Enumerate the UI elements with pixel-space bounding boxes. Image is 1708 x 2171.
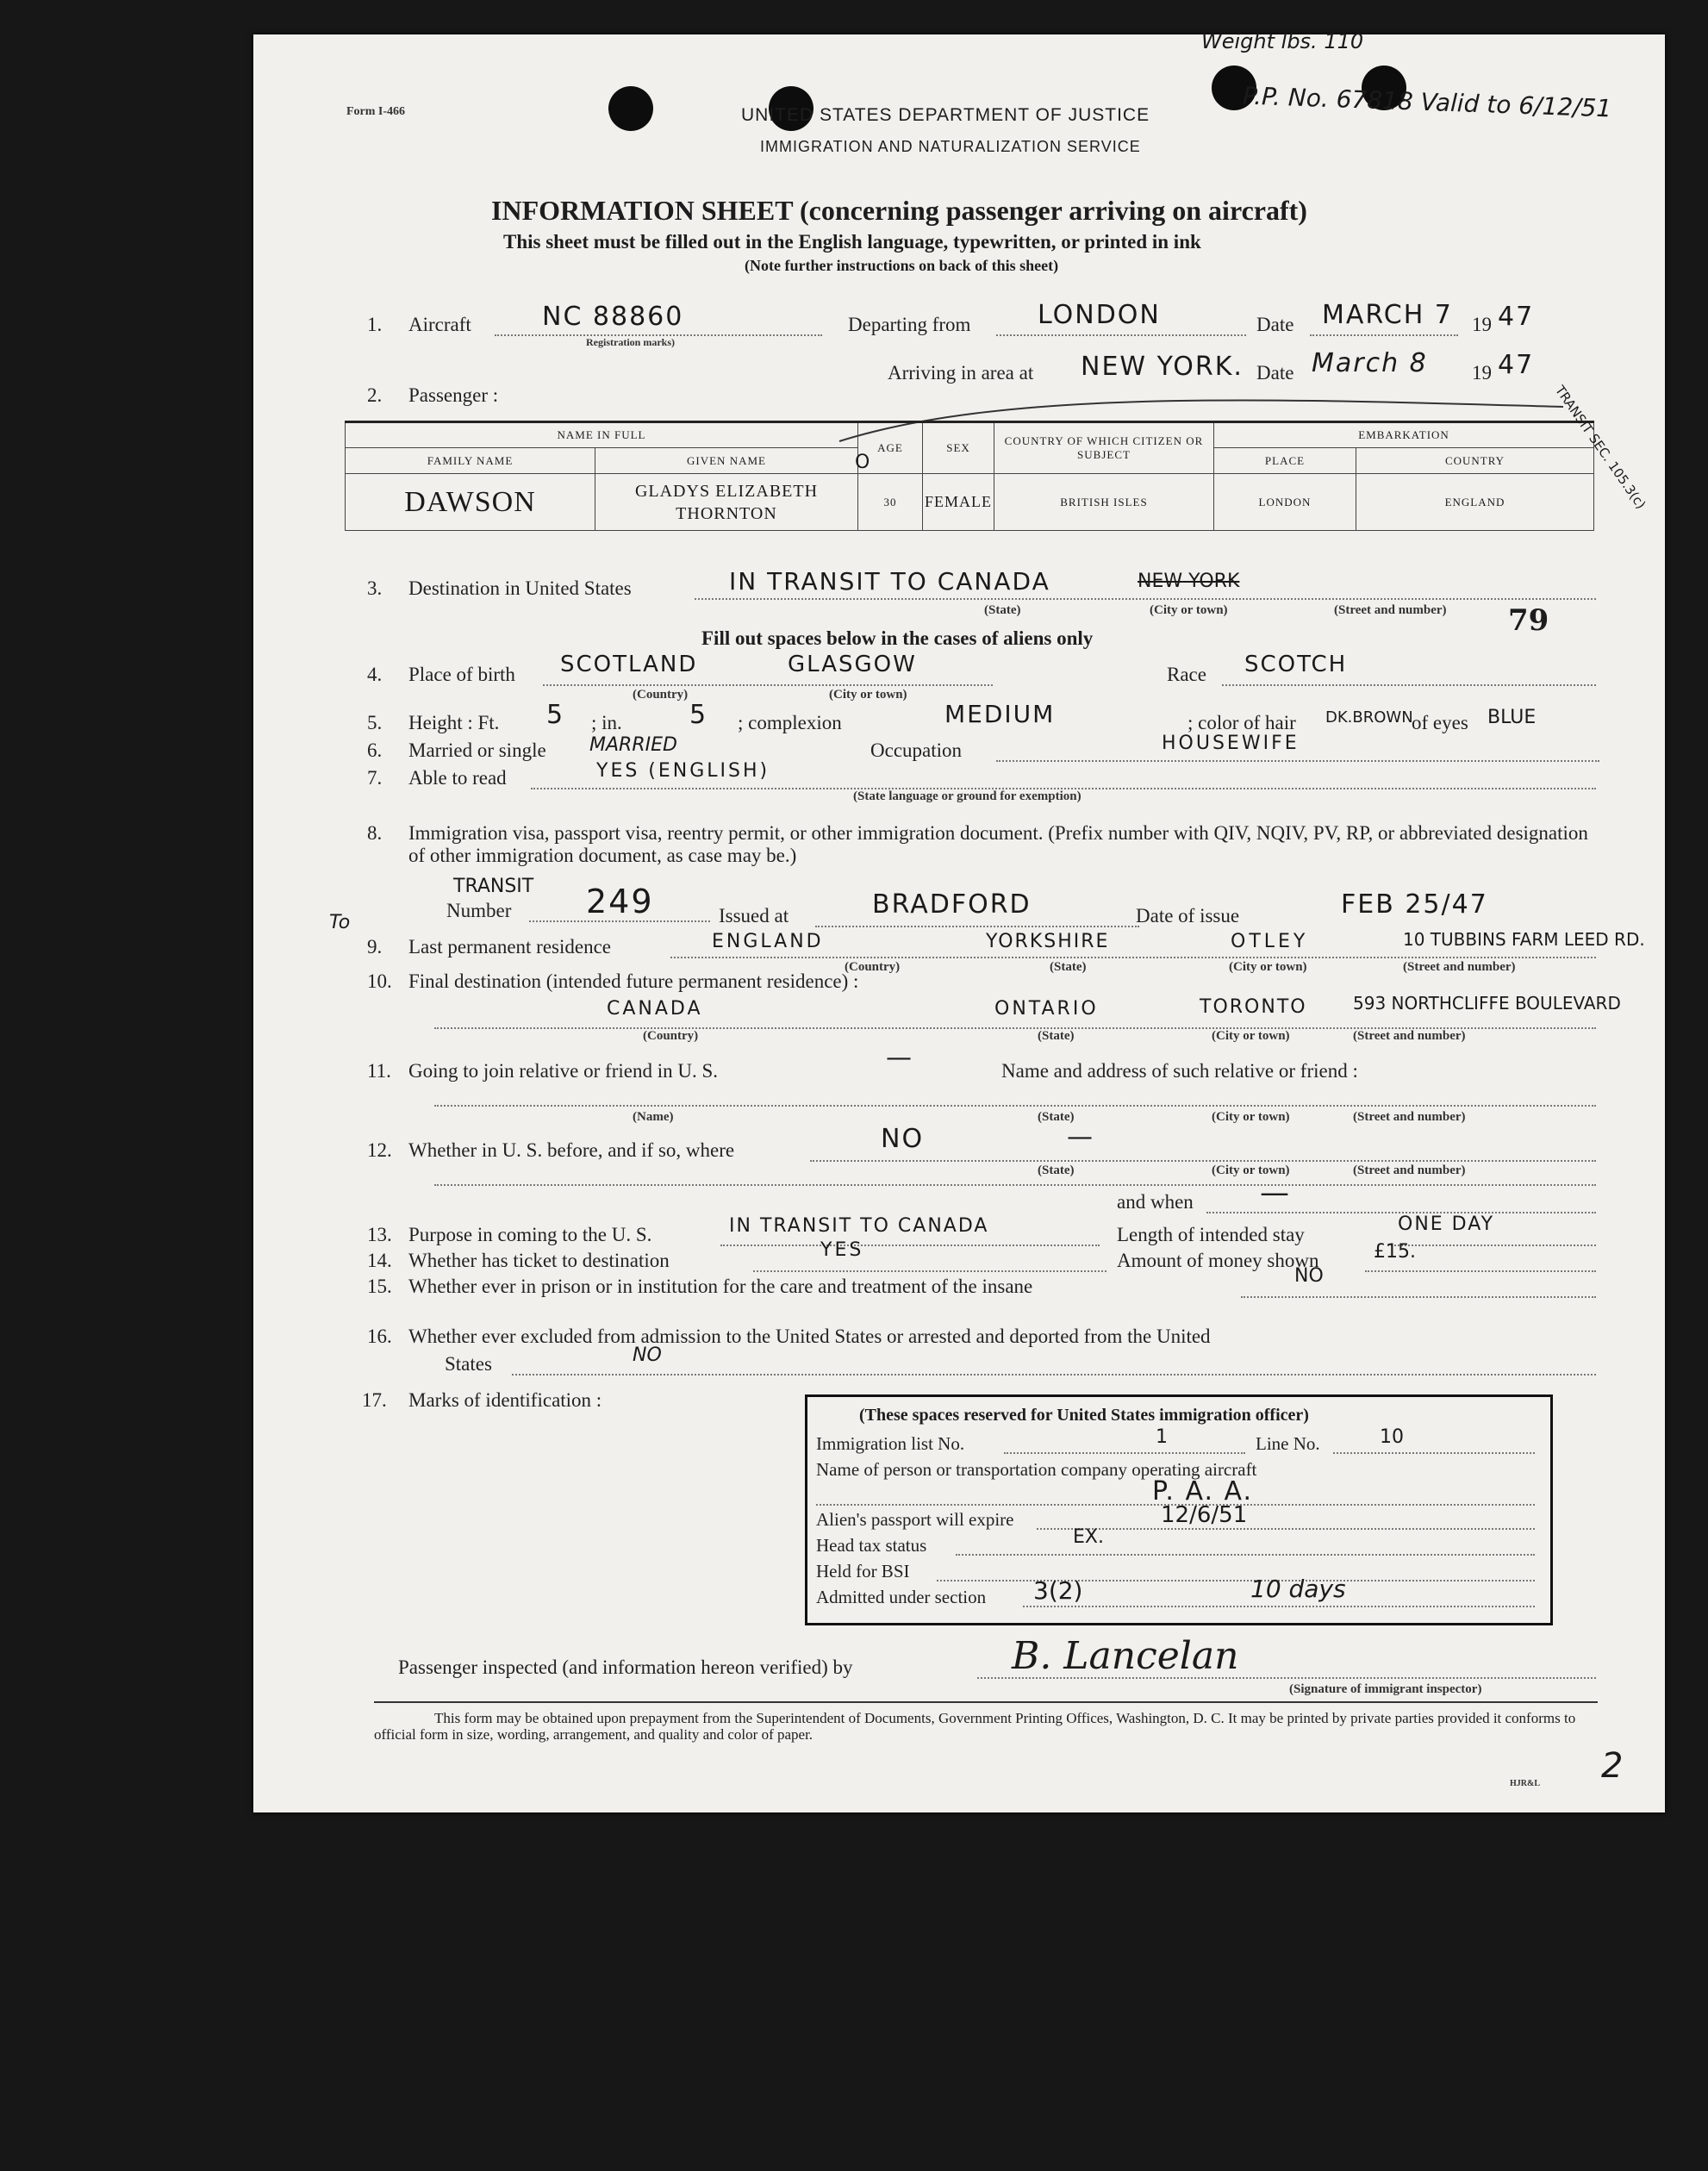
destination-label: Destination in United States: [408, 577, 632, 599]
complexion-value: MEDIUM: [944, 700, 1056, 728]
side-mark: To: [329, 912, 351, 933]
and-when-label: and when: [1117, 1191, 1194, 1213]
sex-header: SEX: [923, 422, 994, 474]
previous-city-caption: (City or town): [1212, 1163, 1290, 1177]
form-sheet: [253, 29, 1665, 1812]
admitted-section: 3(2): [1033, 1576, 1083, 1605]
final-country-caption: (Country): [643, 1029, 699, 1043]
read-value: YES (ENGLISH): [596, 760, 770, 782]
line7-num: 7.: [367, 767, 383, 789]
page-title: INFORMATION SHEET (concerning passenger arriving on aircraft): [491, 195, 1307, 226]
arriving-value: NEW YORK.: [1081, 352, 1244, 382]
residence-street: 10 TUBBINS FARM LEED RD.: [1403, 929, 1645, 950]
hair-label: ; color of hair: [1187, 712, 1296, 733]
page-subtitle: This sheet must be filled out in the English language, typewritten, or printed in ink: [503, 231, 1201, 253]
money-label: Amount of money shown: [1117, 1250, 1319, 1271]
transit-stamp: TRANSIT SEC. 105.3(c): [1551, 383, 1649, 512]
departing-value: LONDON: [1038, 300, 1161, 330]
officer-box: [805, 1394, 1553, 1625]
footer-note: This form may be obtained upon prepayment from the Superintendent of Documents, Government Printing Offices, Washington, D. C. It may be printed by private parties provided it conforms to official form in size, wording, arrangement, and quality and color of paper.: [374, 1710, 1576, 1743]
emb-country-value: ENGLAND: [1356, 474, 1594, 531]
ticket-value: YES: [820, 1239, 864, 1261]
residence-city: OTLEY: [1231, 931, 1309, 952]
given-name-mark: O: [855, 452, 870, 473]
read-caption: (State language or ground for exemption): [853, 789, 1082, 803]
complexion-label: ; complexion: [738, 712, 842, 733]
department-header: UNITED STATES DEPARTMENT OF JUSTICE: [741, 105, 1150, 125]
and-when-value: —: [1260, 1176, 1291, 1210]
officer-box-title: (These spaces reserved for United States immigration officer): [859, 1406, 1309, 1425]
list-no-value: 1: [1156, 1426, 1168, 1448]
prison-label: Whether ever in prison or in institution for the care and treatment of the insane: [408, 1276, 1033, 1297]
money-value: £15.: [1374, 1241, 1416, 1263]
signature-caption: (Signature of immigrant inspector): [1289, 1682, 1482, 1696]
issued-at-value: BRADFORD: [872, 889, 1032, 920]
list-no-label: Immigration list No.: [816, 1433, 965, 1454]
passport-expire-value: 12/6/51: [1161, 1502, 1248, 1528]
excluded-value: NO: [633, 1344, 662, 1366]
relative-name-caption: (Name): [633, 1110, 674, 1124]
res-city-caption: (City or town): [1229, 960, 1307, 974]
res-state-caption: (State): [1050, 960, 1087, 974]
place-header: PLACE: [1214, 448, 1356, 474]
married-label: Married or single: [408, 739, 546, 761]
document-label: Immigration visa, passport visa, reentry permit, or other immigration document. (Prefix number with QIV, NQIV, PV, RP, or abbreviated designation of other immigration document, as case may be.): [408, 822, 1588, 866]
arriving-date: March 8: [1312, 348, 1428, 378]
line8-num: 8.: [367, 822, 383, 844]
arriving-date-label: Date: [1256, 362, 1294, 384]
married-value: MARRIED: [589, 734, 677, 756]
eyes-value: BLUE: [1487, 707, 1537, 728]
date-label: Date: [1256, 314, 1294, 335]
prison-value: NO: [1294, 1265, 1324, 1287]
read-label: Able to read: [408, 767, 507, 789]
excluded-label: Whether ever excluded from admission to the United States or arrested and deported from the United: [408, 1326, 1211, 1347]
occupation-value: HOUSEWIFE: [1162, 733, 1300, 754]
punch-hole: [608, 86, 653, 131]
family-name-header: FAMILY NAME: [346, 448, 595, 474]
line6-num: 6.: [367, 739, 383, 761]
identification-label: Marks of identification :: [408, 1389, 602, 1411]
arriving-year-prefix: 19: [1472, 362, 1492, 384]
line10-num: 10.: [367, 970, 392, 992]
final-city: TORONTO: [1200, 996, 1307, 1018]
line5-num: 5.: [367, 712, 383, 733]
arriving-label: Arriving in area at: [888, 362, 1034, 384]
purpose-value: IN TRANSIT TO CANADA: [729, 1215, 989, 1237]
line14-num: 14.: [367, 1250, 392, 1271]
stay-label: Length of intended stay: [1117, 1224, 1305, 1245]
departing-label: Departing from: [848, 314, 971, 335]
line17-num: 17.: [362, 1389, 387, 1411]
birth-country: SCOTLAND: [560, 652, 698, 677]
line16-num: 16.: [367, 1326, 392, 1347]
height-label: Height : Ft.: [408, 712, 500, 733]
line15-num: 15.: [367, 1276, 392, 1297]
aliens-only-heading: Fill out spaces below in the cases of aliens only: [701, 627, 1094, 649]
line2-num: 2.: [367, 384, 383, 406]
form-number: Form I-466: [346, 105, 406, 118]
state-caption: (State): [984, 603, 1021, 617]
document-prefix: TRANSIT: [453, 876, 534, 897]
final-state: ONTARIO: [994, 998, 1099, 1020]
city-caption: (City or town): [1150, 603, 1228, 617]
relative-city-caption: (City or town): [1212, 1110, 1290, 1124]
destination-struck: NEW YORK: [1138, 571, 1240, 592]
aircraft-label: Aircraft: [408, 314, 471, 335]
sex-value: FEMALE: [923, 474, 994, 531]
birth-label: Place of birth: [408, 664, 515, 685]
previous-state-caption: (State): [1038, 1163, 1075, 1177]
final-destination-label: Final destination (intended future permanent residence) :: [408, 970, 859, 992]
issued-at-label: Issued at: [719, 905, 789, 926]
previous-street-caption: (Street and number): [1353, 1163, 1466, 1177]
race-value: SCOTCH: [1244, 652, 1348, 677]
admitted-label: Admitted under section: [816, 1587, 987, 1607]
race-label: Race: [1167, 664, 1206, 685]
given-name-header: GIVEN NAME: [595, 448, 858, 474]
street-caption: (Street and number): [1334, 603, 1447, 617]
bsi-label: Held for BSI: [816, 1561, 910, 1581]
purpose-label: Purpose in coming to the U. S.: [408, 1224, 652, 1245]
relative-state-caption: (State): [1038, 1110, 1075, 1124]
passenger-table: [345, 421, 1594, 531]
line12-num: 12.: [367, 1139, 392, 1161]
inches-label: ; in.: [591, 712, 622, 733]
inspector-signature: B. Lancelan: [1012, 1634, 1239, 1678]
final-city-caption: (City or town): [1212, 1029, 1290, 1043]
page-number: 79: [1508, 603, 1549, 638]
given-name-value: GLADYS ELIZABETH THORNTON: [595, 474, 858, 531]
passport-annotation: P.P. No. 67818 Valid to 6/12/51: [1242, 81, 1612, 123]
document-number: 249: [586, 883, 654, 920]
issue-date-label: Date of issue: [1136, 905, 1240, 926]
line-no-value: 10: [1380, 1426, 1404, 1448]
registration-caption: Registration marks): [586, 336, 675, 348]
occupation-label: Occupation: [870, 739, 963, 761]
arriving-year: 47: [1498, 350, 1535, 380]
head-tax-value: EX.: [1073, 1526, 1104, 1548]
line-no-label: Line No.: [1256, 1433, 1320, 1454]
country-value: BRITISH ISLES: [994, 474, 1214, 531]
stay-value: ONE DAY: [1398, 1213, 1495, 1235]
excluded-label-2: States: [445, 1353, 492, 1375]
company-value: P. A. A.: [1152, 1476, 1254, 1507]
line11-num: 11.: [367, 1060, 391, 1082]
age-header: AGE: [858, 422, 923, 474]
instructions-note: (Note further instructions on back of this sheet): [745, 257, 1059, 274]
res-country-caption: (Country): [845, 960, 901, 974]
birth-city: GLASGOW: [788, 652, 917, 677]
final-street-caption: (Street and number): [1353, 1029, 1466, 1043]
hair-value: DK.BROWN: [1325, 708, 1413, 727]
departing-year: 47: [1498, 302, 1535, 332]
emb-country-header: COUNTRY: [1356, 448, 1594, 474]
corner-mark: 2: [1601, 1746, 1624, 1786]
final-country: CANADA: [607, 998, 703, 1020]
birth-city-caption: (City or town): [829, 688, 907, 702]
age-value: 30: [858, 474, 923, 531]
head-tax-label: Head tax status: [816, 1535, 927, 1556]
embarkation-header: EMBARKATION: [1214, 422, 1594, 448]
residence-country: ENGLAND: [712, 931, 824, 952]
line13-num: 13.: [367, 1224, 392, 1245]
passport-expire-label: Alien's passport will expire: [816, 1509, 1014, 1530]
family-name-value: DAWSON: [346, 474, 595, 531]
line1-num: 1.: [367, 314, 383, 335]
join-relative-label: Going to join relative or friend in U. S.: [408, 1060, 718, 1082]
place-value: LONDON: [1214, 474, 1356, 531]
issue-date: FEB 25/47: [1341, 889, 1488, 920]
previous-visit-dash: —: [1067, 1122, 1094, 1152]
country-header: COUNTRY OF WHICH CITIZEN OR SUBJECT: [994, 422, 1214, 474]
line3-num: 3.: [367, 577, 383, 599]
destination-value: IN TRANSIT TO CANADA: [729, 567, 1050, 596]
document-number-label: Number: [446, 900, 512, 921]
birth-country-caption: (Country): [633, 688, 689, 702]
service-header: IMMIGRATION AND NATURALIZATION SERVICE: [760, 138, 1141, 155]
res-street-caption: (Street and number): [1403, 960, 1516, 974]
printer-mark: HJR&L: [1510, 1779, 1540, 1788]
year-prefix: 19: [1472, 314, 1492, 335]
height-inches: 5: [689, 700, 708, 730]
previous-visit-value: NO: [881, 1124, 925, 1154]
final-street: 593 NORTHCLIFFE BOULEVARD: [1353, 993, 1621, 1014]
previous-visit-label: Whether in U. S. before, and if so, where: [408, 1139, 735, 1161]
join-relative-value: —: [886, 1043, 913, 1073]
passenger-label: Passenger :: [408, 384, 499, 406]
relative-name-label: Name and address of such relative or friend :: [1001, 1060, 1358, 1082]
company-label: Name of person or transportation company operating aircraft: [816, 1459, 1257, 1480]
departing-date: MARCH 7: [1322, 300, 1453, 330]
residence-label: Last permanent residence: [408, 936, 611, 958]
inspected-label: Passenger inspected (and information hereon verified) by: [398, 1656, 853, 1678]
height-ft: 5: [546, 700, 565, 730]
admitted-note: 10 days: [1250, 1575, 1346, 1603]
residence-state: YORKSHIRE: [986, 931, 1110, 952]
ticket-label: Whether has ticket to destination: [408, 1250, 670, 1271]
line4-num: 4.: [367, 664, 383, 685]
name-in-full-header: NAME IN FULL: [346, 422, 858, 448]
relative-street-caption: (Street and number): [1353, 1110, 1466, 1124]
eyes-label: of eyes: [1412, 712, 1468, 733]
final-state-caption: (State): [1038, 1029, 1075, 1043]
aircraft-value: NC 88860: [542, 302, 684, 332]
weight-annotation: Weight lbs. 110: [1201, 29, 1364, 53]
line9-num: 9.: [367, 936, 383, 958]
